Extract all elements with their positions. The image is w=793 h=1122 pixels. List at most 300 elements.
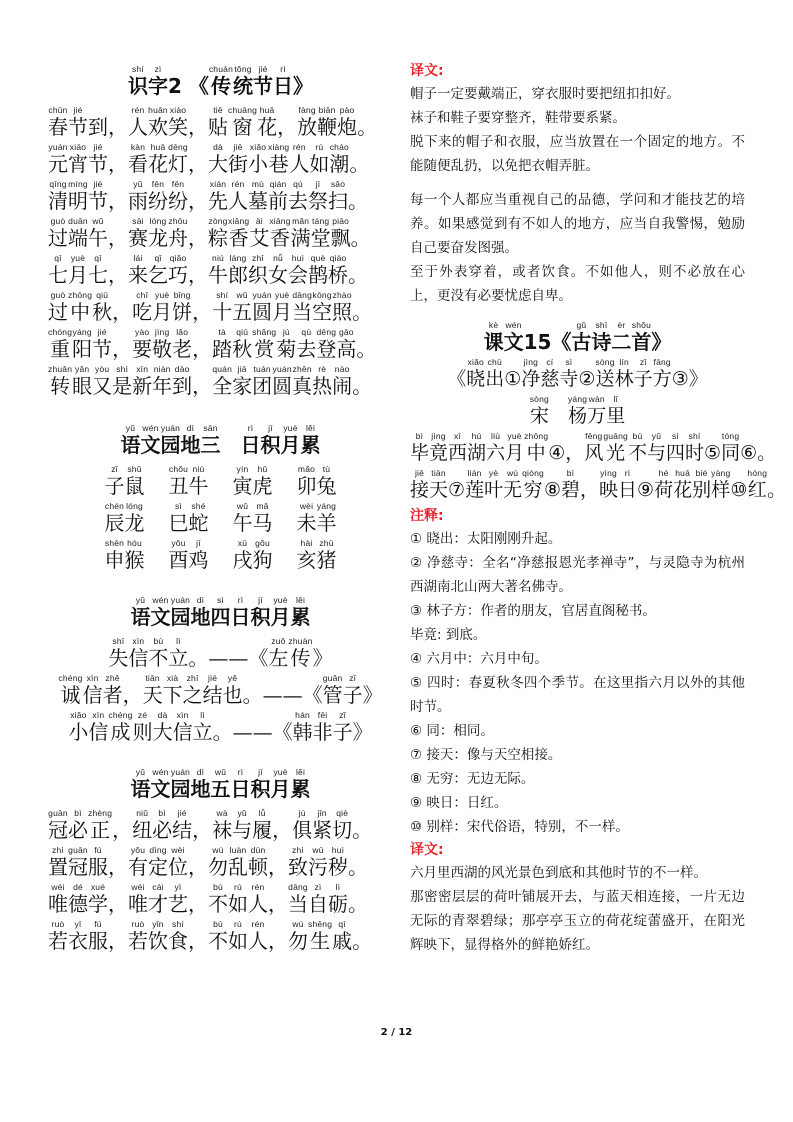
pinyin: wén	[152, 595, 169, 605]
ruby-char	[88, 919, 108, 954]
pinyin: quán	[212, 364, 233, 374]
pinyin: zhōu	[168, 216, 188, 226]
ruby-char	[152, 364, 172, 399]
punctuation	[353, 710, 373, 745]
ruby-char	[252, 364, 272, 399]
pinyin: tiē	[213, 105, 223, 115]
ruby-char	[169, 464, 189, 499]
hanzi: 新	[132, 374, 153, 398]
left-column	[48, 56, 393, 956]
pinyin: yǔ	[125, 423, 136, 433]
pinyin: shī	[112, 636, 125, 646]
pinyin: wén	[142, 423, 159, 433]
ruby-char	[168, 253, 188, 288]
hanzi: 园	[170, 605, 191, 629]
hanzi: 紧	[312, 818, 333, 842]
ruby-char	[465, 468, 484, 503]
pinyin: kōng	[312, 290, 332, 300]
hanzi: 明	[68, 189, 88, 213]
hanzi: 大	[208, 152, 228, 176]
hanzi: 识	[127, 74, 148, 98]
ruby-char	[128, 636, 148, 671]
text-line	[48, 216, 393, 251]
ruby-char	[311, 216, 331, 251]
hanzi: 香	[269, 226, 290, 250]
hanzi: 语	[130, 605, 151, 629]
ruby-char	[261, 423, 281, 458]
pinyin: luàn	[229, 845, 247, 855]
hanzi: 节	[88, 189, 108, 213]
hanzi: 。——《	[212, 720, 293, 744]
hanzi: 服	[88, 929, 108, 953]
hanzi: 吃	[132, 300, 153, 324]
ruby-char	[485, 357, 504, 392]
pinyin: bì	[566, 468, 575, 478]
ruby-char	[112, 364, 132, 399]
pinyin: zhì	[52, 845, 64, 855]
hanzi: 巷	[268, 152, 289, 176]
hanzi: 荷	[654, 479, 674, 501]
hanzi: ，	[112, 818, 133, 842]
hanzi: ，	[122, 683, 143, 707]
pinyin: yuè	[155, 290, 170, 300]
ruby-char	[252, 808, 272, 843]
hanzi: 秽	[328, 855, 348, 879]
hanzi: 如	[228, 929, 248, 953]
ruby-char	[248, 919, 268, 954]
hanzi: 积	[250, 605, 271, 629]
ruby-char	[328, 179, 348, 214]
pinyin: piāo	[332, 216, 350, 226]
hanzi: 不	[208, 929, 228, 953]
punctuation	[351, 216, 371, 251]
hanzi: 会	[288, 263, 308, 287]
hanzi: 月	[270, 777, 291, 801]
pinyin: rú	[234, 882, 242, 892]
hanzi: 红	[747, 479, 767, 501]
pinyin: zhì	[292, 845, 304, 855]
note-item: ① 晓出：太阳刚刚升起。	[410, 531, 562, 547]
pinyin: zhuàn	[288, 636, 313, 646]
punctuation	[112, 327, 132, 362]
hanzi: 全	[212, 374, 233, 398]
ruby-char	[308, 882, 328, 917]
pinyin: qù	[293, 179, 303, 189]
hanzi: 登	[316, 337, 337, 361]
pinyin: xiǎo	[467, 357, 484, 367]
hanzi: 古	[571, 330, 592, 354]
pinyin: hán	[295, 710, 310, 720]
hanzi: ，	[108, 929, 128, 953]
punctuation	[268, 882, 288, 917]
ruby-char	[268, 636, 288, 671]
ruby-char	[148, 142, 168, 177]
punctuation	[277, 105, 297, 140]
ruby-char	[312, 808, 332, 843]
ruby-char	[88, 253, 108, 288]
pinyin: zòng	[208, 216, 228, 226]
ruby-char	[328, 882, 348, 917]
ruby-char	[628, 431, 647, 466]
hanzi: 累	[290, 605, 311, 629]
pinyin: jī	[258, 595, 263, 605]
hanzi: 前	[268, 189, 288, 213]
ruby-char	[308, 179, 328, 214]
hanzi: 。	[349, 152, 370, 176]
ruby-char	[448, 431, 467, 466]
pinyin: yī	[74, 919, 82, 929]
hanzi: 子	[633, 368, 653, 390]
hanzi: 。——《	[188, 646, 269, 670]
hanzi: 学	[88, 892, 108, 916]
pinyin: niú	[192, 464, 205, 474]
ruby-char	[323, 673, 343, 708]
pinyin: xìn	[132, 636, 145, 646]
punctuation	[192, 290, 212, 325]
ruby-char	[105, 538, 125, 573]
pinyin: shǒu	[631, 320, 652, 330]
ruby-char	[168, 142, 188, 177]
hanzi: 。	[348, 263, 368, 287]
pinyin: gǔ	[576, 320, 587, 330]
hanzi: 阳	[72, 337, 93, 361]
ruby-char	[148, 216, 168, 251]
pinyin: dà	[157, 710, 168, 720]
pinyin: yuán	[48, 142, 68, 152]
ruby-char	[296, 327, 316, 362]
ruby-char	[248, 179, 268, 214]
ruby-char	[183, 673, 203, 708]
punctuation	[348, 179, 368, 214]
ruby-char	[131, 595, 151, 630]
pinyin: hú	[471, 431, 482, 441]
punctuation	[348, 882, 368, 917]
hanzi: 方	[652, 368, 672, 390]
pinyin: shēng	[308, 919, 333, 929]
ruby-char	[561, 468, 580, 503]
ruby-char	[208, 919, 228, 954]
ruby-char	[148, 179, 168, 214]
ruby-char	[132, 290, 152, 325]
pinyin: bǐng	[173, 290, 191, 300]
hanzi: 小	[248, 152, 268, 176]
hanzi: 马	[252, 511, 273, 535]
pinyin: yuán	[272, 364, 292, 374]
hanzi: ，	[108, 263, 128, 287]
pinyin: bié	[695, 468, 708, 478]
hanzi: 非	[312, 720, 333, 744]
pinyin: lì	[176, 636, 181, 646]
poem-author	[410, 394, 745, 429]
hanzi: ，	[192, 300, 213, 324]
hanzi: 语	[120, 433, 141, 457]
pinyin: yuè	[275, 290, 290, 300]
hanzi: 家	[232, 374, 253, 398]
hanzi: 碧	[560, 479, 580, 501]
text-line	[48, 253, 393, 288]
punctuation	[108, 253, 128, 288]
pinyin: sǎo	[330, 179, 346, 189]
ruby-char	[647, 431, 666, 466]
pinyin: gǒu	[255, 538, 270, 548]
hanzi: ⑦	[448, 479, 466, 501]
ruby-char	[329, 142, 349, 177]
hanzi: 首	[631, 330, 652, 354]
pinyin: jié	[177, 808, 187, 818]
ruby-char	[128, 64, 148, 99]
hanzi: 纷	[168, 189, 188, 213]
pinyin: xiāng	[228, 216, 250, 226]
ruby-char	[252, 327, 276, 362]
ruby-char	[241, 423, 261, 458]
pinyin: qǐ	[154, 253, 162, 263]
punctuation	[108, 216, 128, 251]
ruby-char	[587, 394, 606, 429]
hanzi: 照	[332, 300, 353, 324]
pinyin: qīng	[49, 179, 67, 189]
pinyin: shì	[116, 364, 129, 374]
pinyin: rú	[234, 919, 242, 929]
note-item: ⑥ 同：相同。	[410, 723, 494, 739]
punctuation	[221, 423, 241, 458]
spacer	[410, 178, 745, 188]
pinyin: bù	[153, 636, 164, 646]
hanzi: 年	[152, 374, 173, 398]
pinyin: yín	[236, 464, 249, 474]
pinyin: yǒu	[171, 538, 186, 548]
ruby-char	[72, 327, 92, 362]
ruby-char	[211, 767, 231, 802]
hanzi: 牛	[188, 474, 209, 498]
hanzi: 三	[200, 433, 221, 457]
hanzi: 如	[309, 152, 330, 176]
ruby-char	[209, 64, 233, 99]
ruby-char	[317, 464, 337, 499]
pinyin: rì	[280, 64, 286, 74]
hanzi: ，	[580, 479, 600, 501]
pinyin: zǐ	[339, 710, 346, 720]
hanzi: 是	[112, 374, 133, 398]
ruby-char	[248, 882, 268, 917]
pinyin: ruò	[131, 919, 145, 929]
hanzi: 到，	[88, 115, 128, 139]
hanzi: 饮	[148, 929, 168, 953]
pinyin: hóu	[127, 538, 142, 548]
hanzi: 者	[102, 683, 123, 707]
punctuation	[352, 290, 372, 325]
hanzi: 则	[132, 720, 153, 744]
hanzi: 人	[228, 189, 248, 213]
hanzi: 。	[352, 929, 373, 953]
punctuation	[348, 253, 368, 288]
hanzi: 织	[248, 263, 268, 287]
hanzi: 。	[348, 892, 368, 916]
hanzi: ，	[188, 263, 208, 287]
pinyin: yuè	[273, 595, 288, 605]
hanzi: 乞	[148, 263, 168, 287]
ruby-char	[429, 468, 448, 503]
hanzi: 与	[646, 442, 666, 464]
pinyin: fēn	[151, 179, 165, 189]
pinyin: xiāng	[269, 216, 291, 226]
hanzi: ，	[188, 189, 208, 213]
hanzi: ②	[578, 368, 596, 390]
ruby-char	[211, 595, 231, 630]
hanzi: 纽	[132, 818, 153, 842]
ruby-char	[193, 710, 213, 745]
pinyin: wù	[212, 845, 224, 855]
hanzi: 必	[68, 818, 88, 842]
pinyin: yě	[227, 673, 238, 683]
ruby-char	[540, 357, 559, 392]
hanzi: 信	[88, 720, 109, 744]
ruby-char	[232, 808, 252, 843]
ruby-char	[68, 290, 92, 325]
ruby-char	[132, 327, 152, 362]
ruby-char	[312, 290, 332, 325]
punctuation	[108, 179, 128, 214]
pinyin: shé	[191, 501, 206, 511]
pinyin: tóng	[721, 431, 740, 441]
hanzi: 置	[48, 855, 68, 879]
hanzi: 牛	[208, 263, 228, 287]
punctuation	[188, 845, 208, 880]
ruby-char	[269, 216, 290, 251]
hanzi: 羊	[316, 511, 337, 535]
ruby-char	[291, 216, 311, 251]
ruby-char	[524, 431, 548, 466]
hanzi: 重	[50, 337, 71, 361]
pinyin: duān	[68, 216, 88, 226]
hanzi: ，	[108, 892, 128, 916]
pinyin: chǒu	[168, 464, 189, 474]
hanzi: ⑨	[637, 479, 655, 501]
ruby-char	[68, 216, 88, 251]
hanzi: 日	[230, 605, 251, 629]
ruby-char	[171, 595, 191, 630]
ruby-char	[233, 64, 253, 99]
ruby-char	[128, 179, 148, 214]
ruby-char	[257, 105, 277, 140]
punctuation	[108, 882, 128, 917]
ruby-char	[312, 364, 332, 399]
pinyin: dùn	[250, 845, 266, 855]
ruby-char	[331, 216, 351, 251]
ruby-char	[232, 290, 252, 325]
pinyin: xiǎo	[249, 142, 267, 152]
ruby-char	[292, 808, 312, 843]
ruby-char	[308, 845, 328, 880]
pinyin: niǔ	[136, 808, 149, 818]
hanzi: 与	[232, 818, 253, 842]
pinyin: kàn	[130, 142, 146, 152]
ruby-char	[288, 253, 308, 288]
hanzi: ，	[188, 152, 208, 176]
pinyin: zhēn	[292, 364, 312, 374]
hanzi: 酉	[168, 548, 189, 572]
ruby-char	[48, 253, 68, 288]
ruby-char	[128, 216, 148, 251]
text-line	[48, 845, 393, 880]
punctuation	[112, 808, 132, 843]
ruby-char	[248, 845, 268, 880]
pinyin: fàng	[298, 105, 316, 115]
hanzi: 去	[296, 337, 317, 361]
ruby-char	[108, 710, 132, 745]
punctuation	[188, 179, 208, 214]
pinyin: guò	[50, 290, 66, 300]
hanzi: 。	[352, 300, 373, 324]
note-item: ② 净慈寺：全名“净慈报恩光孝禅寺”，与灵隐寺为杭州西湖南北山两大著名佛寺。	[410, 555, 745, 595]
hanzi: 粽	[208, 226, 228, 250]
hanzi: 笑	[168, 115, 188, 139]
ruby-char	[92, 290, 112, 325]
hanzi: 结	[202, 683, 223, 707]
pinyin: liù	[491, 431, 501, 441]
hanzi: 若	[48, 929, 68, 953]
hanzi: 团	[252, 374, 273, 398]
pinyin: tiān	[431, 468, 446, 478]
pinyin: jìng	[431, 431, 446, 441]
ruby-char	[332, 290, 352, 325]
hanzi: 鼠	[124, 474, 145, 498]
translation-paragraph: 帽子一定要戴端正，穿衣服时要把纽扣扣好。	[410, 86, 680, 102]
pinyin: chuán	[208, 64, 234, 74]
hanzi: 积	[250, 777, 271, 801]
ruby-char	[228, 845, 248, 880]
hanzi: 二	[611, 330, 632, 354]
hanzi: 天	[429, 479, 449, 501]
punctuation	[548, 431, 584, 466]
pinyin: hóng	[747, 468, 768, 478]
hanzi: 艾	[249, 226, 270, 250]
ruby-char	[125, 501, 145, 536]
ruby-char	[148, 919, 168, 954]
ruby-char	[189, 538, 209, 573]
ruby-char	[618, 468, 637, 503]
ruby-char	[337, 105, 357, 140]
hanzi: ，	[192, 337, 213, 361]
hanzi: 结	[172, 818, 193, 842]
hanzi: 寅	[232, 474, 253, 498]
pinyin: yǐn	[152, 919, 164, 929]
pinyin: chūn	[48, 105, 68, 115]
pinyin: jì	[315, 179, 321, 189]
pinyin: qī	[94, 253, 102, 263]
hanzi: 墓	[248, 189, 268, 213]
ruby-char	[615, 357, 634, 392]
ruby-char	[189, 501, 209, 536]
hanzi: 正	[90, 818, 111, 842]
pinyin: jié	[93, 142, 103, 152]
ruby-char	[68, 105, 88, 140]
pinyin: bì	[415, 431, 424, 441]
hanzi: 不	[148, 646, 169, 670]
ruby-char	[747, 468, 767, 503]
poem-section-title	[410, 320, 745, 355]
pinyin: zhī	[186, 673, 199, 683]
hanzi: 高	[336, 337, 357, 361]
ruby-char	[332, 919, 352, 954]
pinyin: dào	[174, 364, 190, 374]
hanzi: 乱	[228, 855, 248, 879]
pinyin: sì	[565, 357, 573, 367]
ruby-char	[212, 364, 232, 399]
ruby-char	[189, 464, 209, 499]
hanzi: 。	[348, 189, 368, 213]
pinyin: bù	[213, 919, 223, 929]
text-line	[48, 538, 393, 573]
